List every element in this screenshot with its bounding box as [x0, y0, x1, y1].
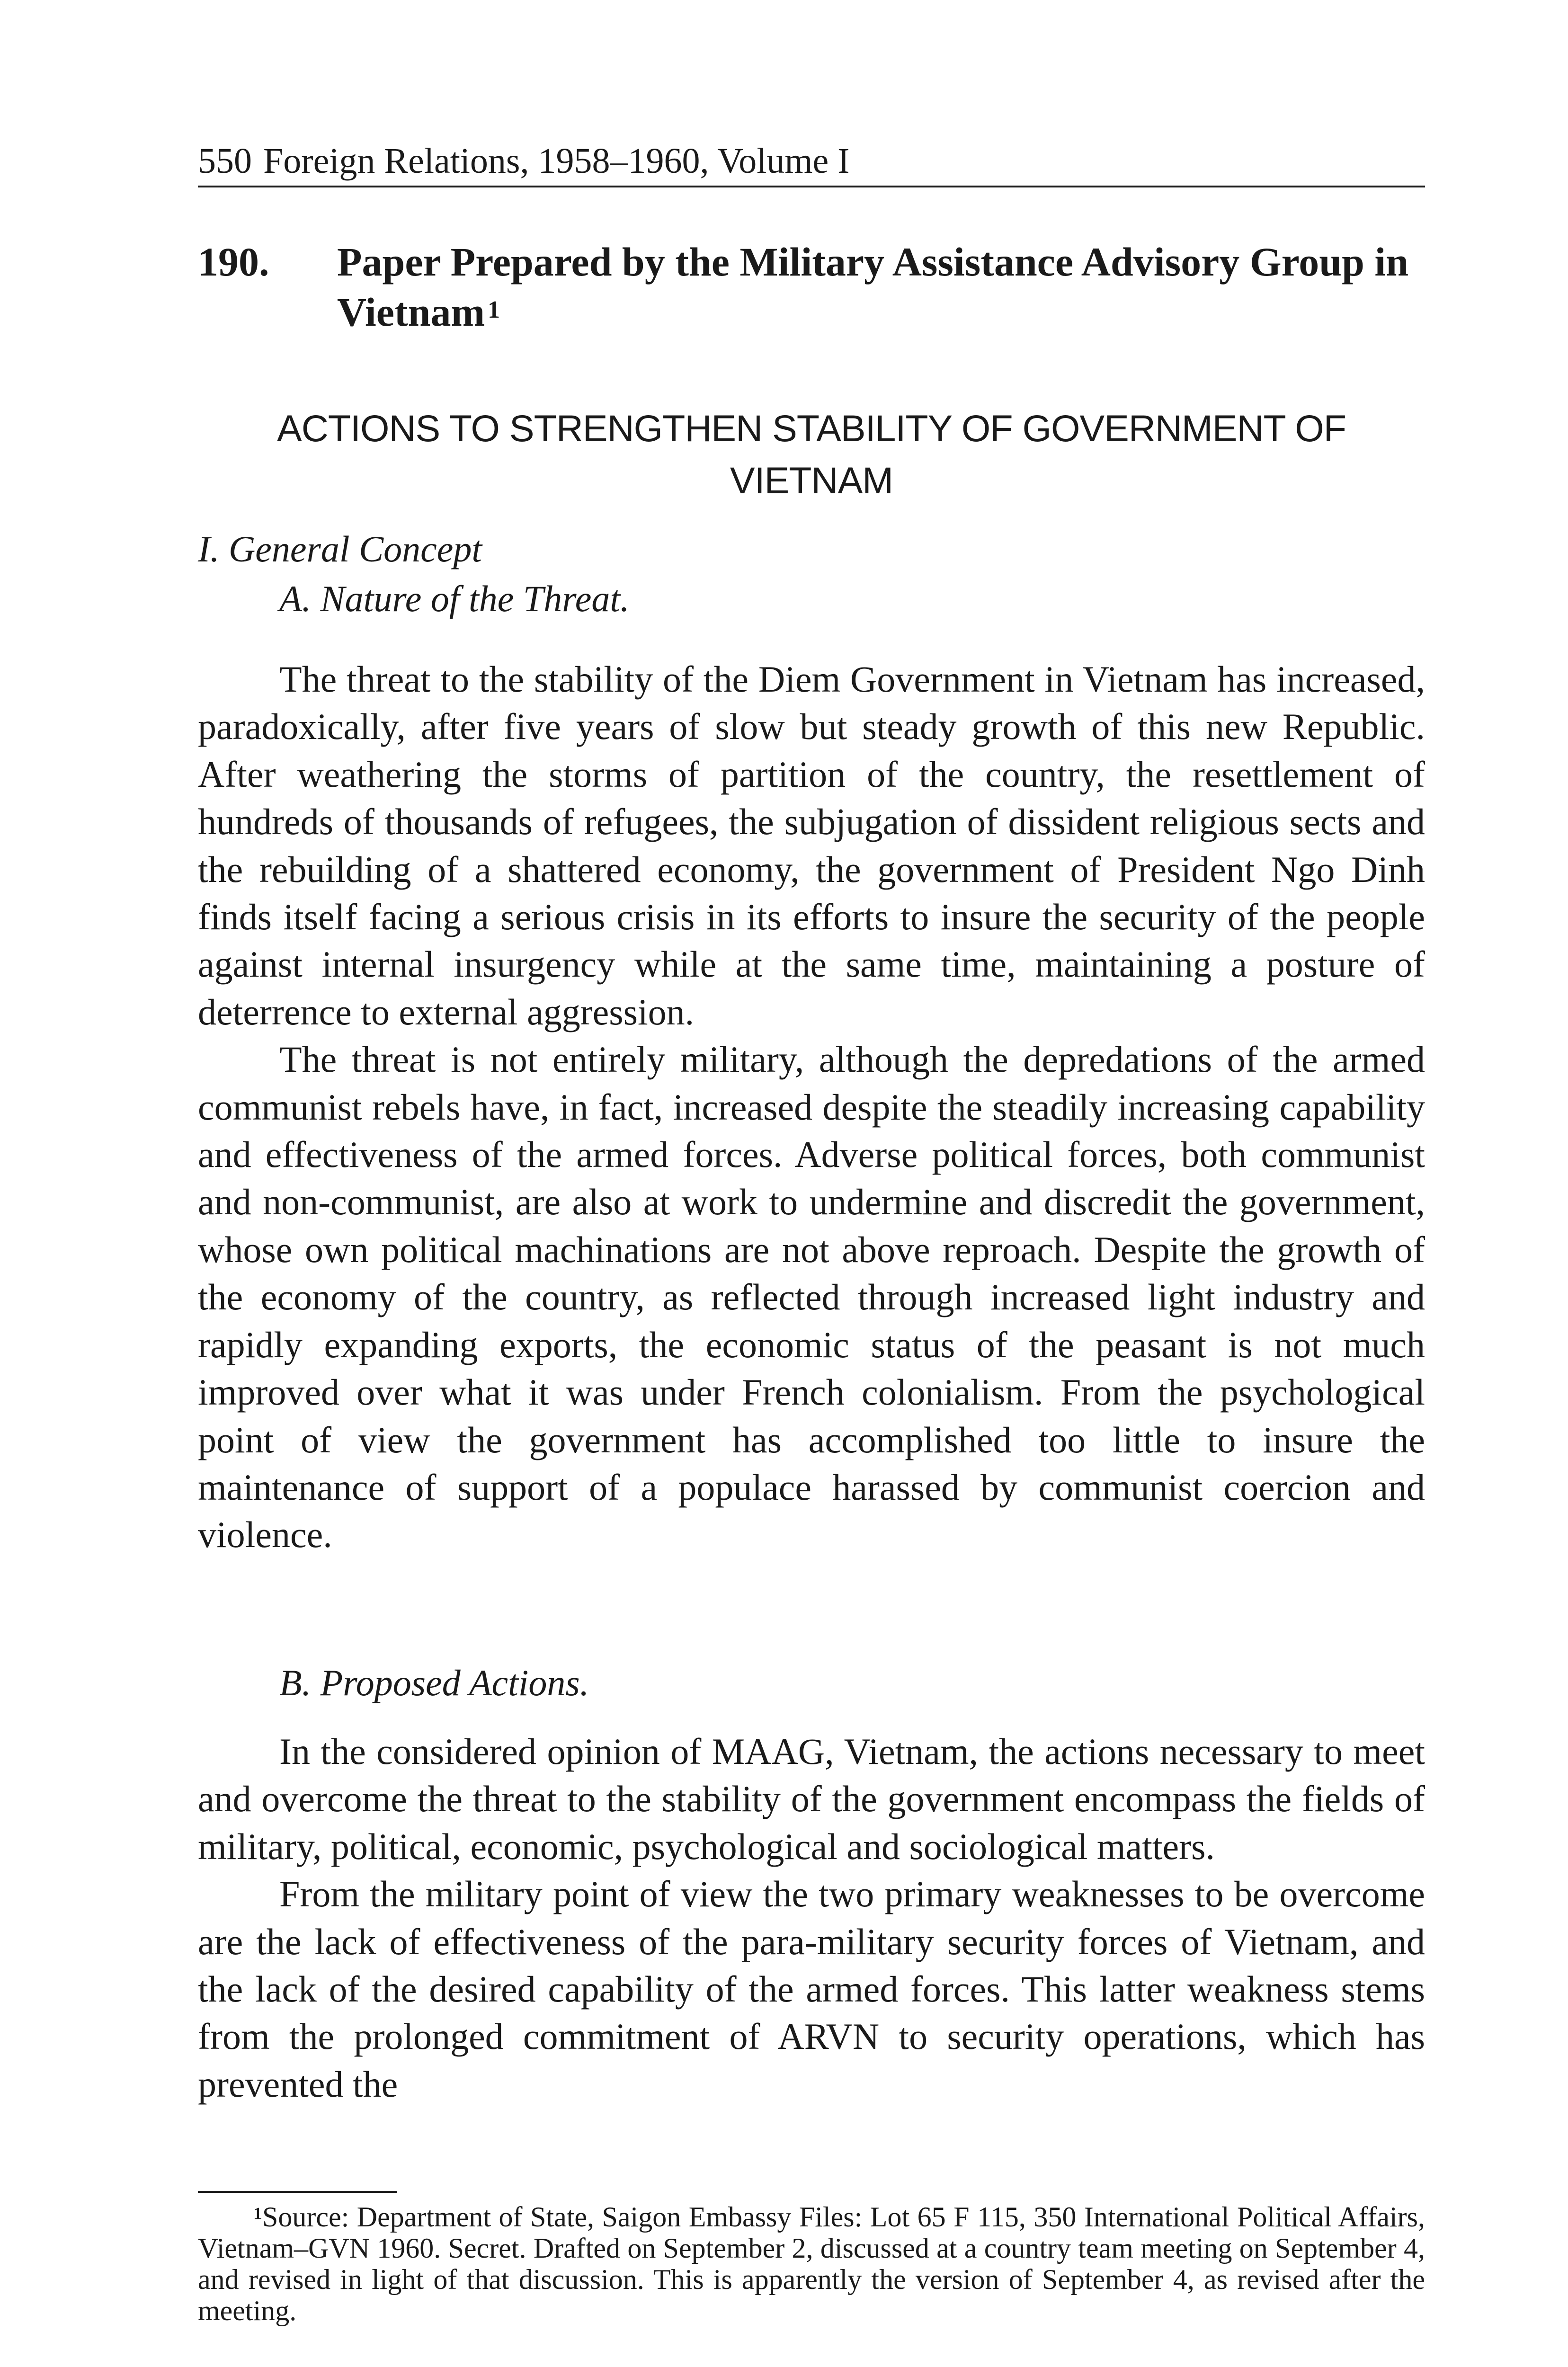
subsection-heading-proposed-actions: B. Proposed Actions.	[279, 1662, 589, 1703]
running-head	[198, 137, 1425, 187]
footnote: ¹Source: Department of State, Saigon Embassy Files: Lot 65 F 115, 350 International Political Affairs, Vietnam–GVN 1960. Secret. Drafted on September 2, discussed at a country team meeting on September 4, and revised in light of that discussion. This is apparently the version of September 4, as revised after the meeting.	[198, 2201, 1425, 2326]
nature-of-threat-body	[198, 656, 1425, 1559]
subsection-heading-nature-of-threat: A. Nature of the Threat.	[279, 578, 630, 619]
paragraph: The threat to the stability of the Diem Government in Vietnam has increased, paradoxically, after five years of slow but steady growth of this new Republic. After weathering the storms of partition of the country, the resettlement of hundreds of thousands of refugees, the subjugation of dissident religious sects and the rebuilding of a shattered economy, the government of President Ngo Dinh finds itself facing a serious crisis in its efforts to insure the security of the people against internal insurgency while at the same time, maintaining a posture of deterrence to external aggression.	[198, 658, 1425, 1032]
page-number: 550	[198, 141, 252, 181]
document-heading-text	[337, 237, 1429, 337]
paragraph: From the military point of view the two primary weaknesses to be overcome are the lack of effectiveness of the para-military security forces of Vietnam, and the lack of the desired capability of the armed forces. This latter weakness stems from the prolonged commitment of ARVN to security operations, which has prevented the	[198, 1873, 1425, 2105]
section-heading-general-concept: I. General Concept	[198, 528, 482, 570]
document-heading	[198, 237, 1429, 337]
paragraph: The threat is not entirely military, although the depredations of the armed communist rebels have, in fact, increased despite the steadily increasing capability and effectiveness of the armed forces. Adverse political forces, both communist and non-communist, are also at work to undermine and discredit the government, whose own political machinations are not above reproach. Despite the growth of the economy of the country, as reflected through increased light industry and rapidly expanding exports, the economic status of the peasant is not much improved over what it was under French colonialism. From the psychological point of view the government has accomplished too little to insure the maintenance of support of a populace harassed by communist coercion and violence.	[198, 1039, 1425, 1556]
proposed-actions-body	[198, 1728, 1425, 2108]
heading-text: Paper Prepared by the Military Assistance Advisory Group in Vietnam	[337, 239, 1409, 335]
volume-title: Foreign Relations, 1958–1960, Volume I	[263, 141, 850, 181]
document-title: ACTIONS TO STRENGTHEN STABILITY OF GOVERNMENT OF VIETNAM	[277, 407, 1346, 501]
paragraph: In the considered opinion of MAAG, Vietnam, the actions necessary to meet and overcome the threat to the stability of the government encompass the fields of military, political, economic, psychological and sociological matters.	[198, 1731, 1425, 1867]
document-number: 190.	[198, 239, 269, 285]
footnote-marker: 1	[488, 296, 500, 323]
footnote-divider	[198, 2191, 397, 2193]
